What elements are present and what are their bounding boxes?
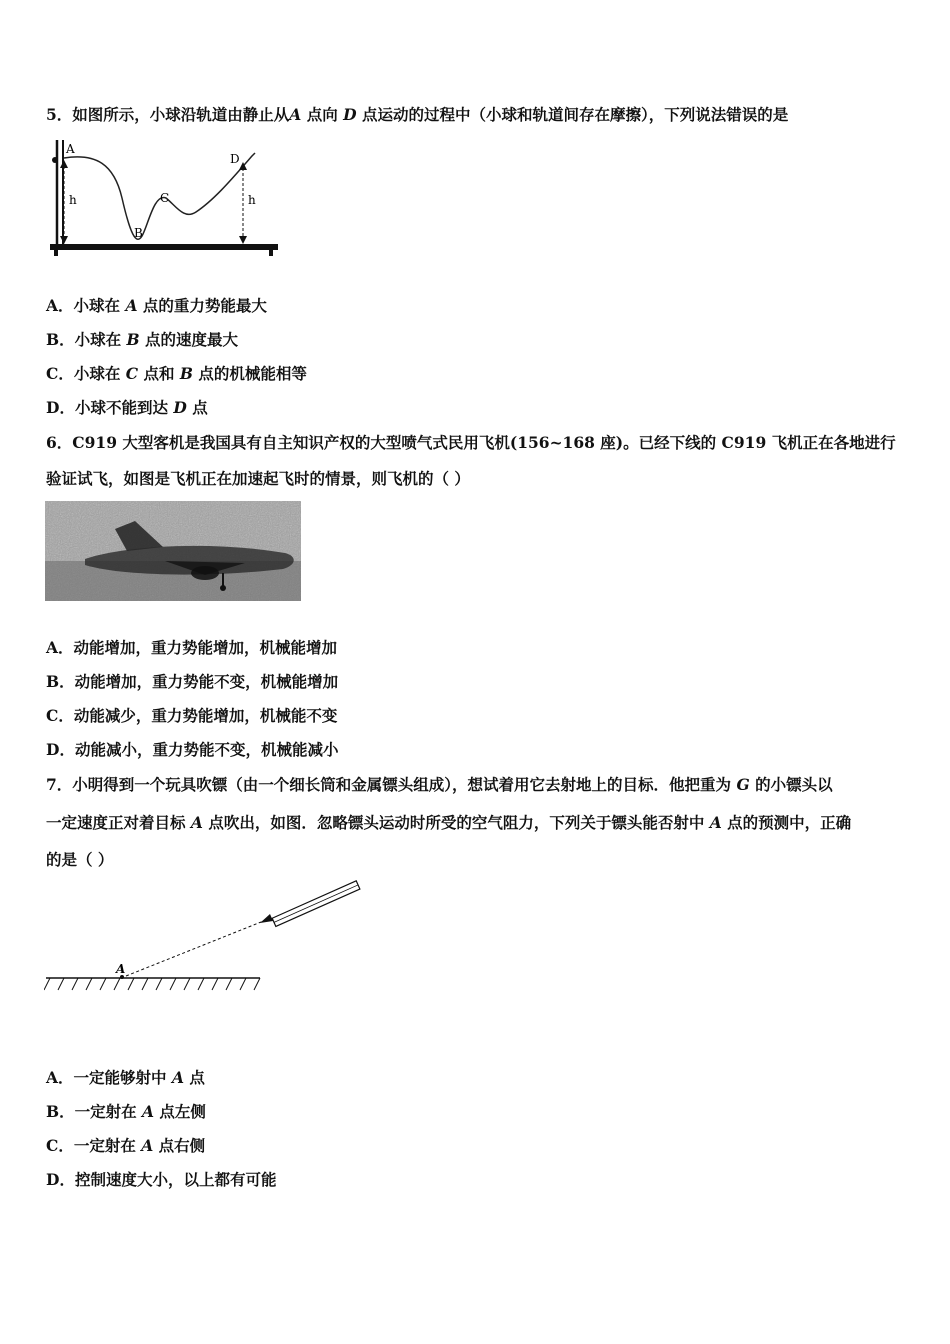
italic-variable: A xyxy=(171,1068,184,1087)
q7-option-a xyxy=(46,1066,205,1088)
italic-variable: B xyxy=(179,364,193,383)
text-run: 点左侧 xyxy=(154,1102,206,1121)
q6-stem-line-2 xyxy=(46,467,470,489)
text-run: 点的重力势能最大 xyxy=(137,296,267,315)
q7-option-c xyxy=(46,1134,205,1156)
q6-option-c xyxy=(46,704,337,726)
q6-option-d xyxy=(46,738,338,760)
target-label: A xyxy=(116,962,126,976)
q7-option-d xyxy=(46,1168,276,1190)
italic-variable: C xyxy=(125,364,139,383)
text-run: 点吹出，如图．忽略镖头运动时所受的空气阻力，下列关于镖头能否射中 xyxy=(202,813,710,832)
dart-head xyxy=(260,914,273,923)
text-run: 点运动的过程中（小球和轨道间存在摩擦），下列说法错误的是 xyxy=(356,105,789,124)
q6-airplane-photo xyxy=(45,501,301,601)
plane-engine xyxy=(191,566,219,580)
base-foot-right xyxy=(269,250,273,256)
text-run: A．动能增加，重力势能增加，机械能增加 xyxy=(46,638,338,657)
text-run: A．小球在 xyxy=(46,296,126,315)
text-run: 一定速度正对着目标 xyxy=(46,813,191,832)
text-run: 7．小明得到一个玩具吹镖（由一个细长筒和金属镖头组成），想试着用它去射地上的目标．他把重为 xyxy=(46,775,737,794)
q5-track-figure xyxy=(46,138,282,258)
label-c: C xyxy=(160,191,170,205)
text-run: 点 xyxy=(183,1068,205,1087)
label-h-left: h xyxy=(69,193,77,207)
q7-stem-line-3 xyxy=(46,848,113,870)
text-run: A．一定能够射中 xyxy=(46,1068,172,1087)
q5-stem xyxy=(46,103,788,125)
italic-variable: B xyxy=(126,330,140,349)
label-b: B xyxy=(134,226,143,240)
q5-option-b xyxy=(46,328,238,350)
q7-stem-line-1 xyxy=(46,773,833,795)
aim-line xyxy=(126,920,266,976)
italic-variable: G xyxy=(736,775,750,794)
q6-option-b xyxy=(46,670,338,692)
text-run: D．小球不能到达 xyxy=(46,398,174,417)
label-h-right: h xyxy=(248,193,256,207)
blow-tube xyxy=(272,881,360,927)
text-run: 点 xyxy=(186,398,208,417)
plane-wheel xyxy=(220,585,226,591)
text-run: 点的速度最大 xyxy=(139,330,239,349)
q5-option-d xyxy=(46,396,208,418)
q7-stem-line-2 xyxy=(46,811,851,833)
text-run: 点右侧 xyxy=(153,1136,206,1155)
italic-variable: D xyxy=(173,398,187,417)
base-board xyxy=(50,244,278,250)
text-run: C．动能减少，重力势能增加，机械能不变 xyxy=(46,706,338,725)
q7-dart-figure xyxy=(44,876,364,996)
italic-variable: A xyxy=(709,813,722,832)
text-run: 点和 xyxy=(138,364,180,383)
q5-option-a xyxy=(46,294,267,316)
italic-variable: A xyxy=(289,105,302,124)
text-run: 的是（ ） xyxy=(46,850,114,869)
ground-hatching xyxy=(44,978,260,990)
text-run: 点的预测中，正确 xyxy=(721,813,852,832)
text-run: 5．如图所示，小球沿轨道由静止从 xyxy=(46,105,290,124)
italic-variable: A xyxy=(125,296,138,315)
italic-variable: A xyxy=(142,1102,155,1121)
text-run: D．控制速度大小，以上都有可能 xyxy=(46,1170,277,1189)
h-left-arrow-down xyxy=(60,236,68,244)
italic-variable: A xyxy=(141,1136,154,1155)
text-run: 点向 xyxy=(301,105,344,124)
q6-option-a xyxy=(46,636,337,658)
q6-stem-line-1 xyxy=(46,431,896,453)
base-foot-left xyxy=(54,250,58,256)
label-a: A xyxy=(66,142,75,156)
label-d: D xyxy=(230,152,240,166)
text-run: D．动能减小，重力势能不变，机械能减小 xyxy=(46,740,339,759)
q7-option-b xyxy=(46,1100,206,1122)
text-run: 验证试飞，如图是飞机正在加速起飞时的情景，则飞机的（ ） xyxy=(46,469,470,488)
italic-variable: D xyxy=(343,105,357,124)
clamp-knob xyxy=(52,157,58,163)
text-run: C．小球在 xyxy=(46,364,126,383)
text-run: 的小镖头以 xyxy=(749,775,833,794)
text-run: B．一定射在 xyxy=(46,1102,142,1121)
text-run: 6．C919 大型客机是我国具有自主知识产权的大型喷气式民用飞机(156~168 座)。已经下线的 C919 飞机正在各地进行 xyxy=(46,433,896,452)
text-run: C．一定射在 xyxy=(46,1136,142,1155)
h-right-arrow-down xyxy=(239,236,247,244)
italic-variable: A xyxy=(190,813,203,832)
text-run: 点的机械能相等 xyxy=(192,364,307,383)
text-run: B．小球在 xyxy=(46,330,127,349)
text-run: B．动能增加，重力势能不变，机械能增加 xyxy=(46,672,339,691)
q5-option-c xyxy=(46,362,307,384)
h-left-arrow-up xyxy=(60,160,68,168)
